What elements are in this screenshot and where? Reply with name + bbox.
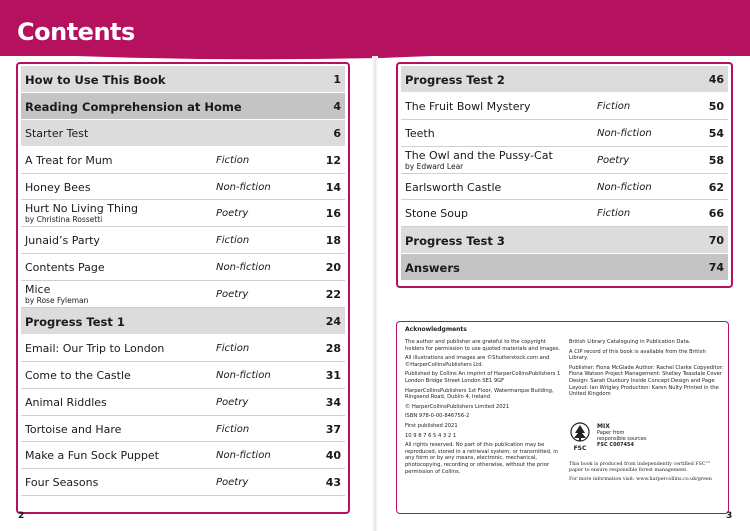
toc-page-number: 74: [708, 261, 724, 275]
toc-author: by Rose Fyleman: [25, 296, 89, 306]
toc-title: The Owl and the Pussy-Cat: [405, 148, 553, 162]
ack-paragraph: HarperCollinsPublishers 1st Floor, Watermarque Building, Ringsend Road, Dublin 4, Ireland: [405, 387, 554, 401]
toc-row[interactable]: [21, 335, 345, 362]
toc-title: Teeth: [405, 126, 435, 140]
toc-genre: Non-fiction: [216, 369, 271, 381]
toc-page-number: 18: [325, 234, 341, 248]
contents-list-left: [16, 62, 350, 514]
toc-row[interactable]: [401, 93, 728, 120]
toc-title: Honey Bees: [25, 180, 91, 194]
toc-genre: Fiction: [216, 154, 250, 166]
toc-page-number: 4: [333, 99, 341, 113]
toc-row[interactable]: [21, 362, 345, 389]
fsc-note: [569, 462, 719, 483]
toc-genre: Non-fiction: [216, 181, 271, 193]
toc-page-number: 40: [325, 449, 341, 463]
toc-genre: Non-fiction: [216, 262, 271, 274]
page-number-left: 2: [18, 511, 25, 521]
ack-paragraph: 10 9 8 7 6 5 4 3 2 1: [405, 432, 457, 439]
fsc-note-text: This book is produced from independently certified FSC™ paper to ensure responsible forest management.: [569, 462, 711, 473]
toc-row[interactable]: [401, 227, 728, 254]
toc-genre: Fiction: [216, 423, 250, 435]
ack-paragraph: A CIP record of this book is available from the British Library.: [569, 348, 706, 362]
acknowledgements-box: [396, 321, 729, 514]
toc-title: Hurt No Living Thing: [25, 202, 138, 216]
toc-genre: Fiction: [597, 208, 631, 220]
fsc-label: [597, 424, 646, 448]
fsc-more-text: For more information visit: www.harpercollins.co.uk/green: [569, 477, 712, 482]
toc-genre: Fiction: [216, 342, 250, 354]
toc-genre: Fiction: [597, 100, 631, 112]
toc-title: Starter Test: [25, 126, 89, 140]
toc-author: by Christina Rossetti: [25, 215, 103, 225]
ack-paragraph: All rights reserved. No part of this publication may be reproduced, stored in a retrieval system, or transmitted, in any form or by any means, electronic, mechanical, photocopying, recording or otherwise, without the prior permission of Collins.: [405, 442, 558, 475]
toc-row[interactable]: [21, 389, 345, 416]
toc-page-number: 28: [325, 341, 341, 355]
acknowledgements-heading: Acknowledgments: [405, 326, 467, 333]
contents-list-right: [396, 62, 733, 288]
fsc-tree-logo-icon: [569, 422, 591, 452]
toc-row[interactable]: [21, 254, 345, 281]
book-gutter: [372, 56, 378, 531]
toc-page-number: 50: [708, 99, 724, 113]
toc-page-number: 37: [325, 422, 341, 436]
toc-title: Four Seasons: [25, 476, 99, 490]
fsc-mix: MIX: [597, 423, 610, 430]
page-title: Contents: [17, 18, 135, 46]
toc-title: Answers: [405, 261, 460, 276]
toc-row[interactable]: [21, 147, 345, 174]
toc-row[interactable]: [401, 147, 728, 174]
toc-page-number: 20: [325, 261, 341, 275]
acknowledgements-right-column: [569, 339, 724, 401]
toc-row[interactable]: [21, 66, 345, 93]
toc-row[interactable]: [21, 200, 345, 227]
toc-genre: Non-fiction: [597, 181, 652, 193]
toc-title: Reading Comprehension at Home: [25, 99, 242, 114]
ack-paragraph: ISBN 978-0-00-846756-2: [405, 413, 470, 420]
ack-paragraph: The author and publisher are grateful to the copyright holders for permission to use quoted materials and images.: [405, 339, 561, 352]
acknowledgements-left-column: [405, 339, 565, 478]
toc-row[interactable]: [21, 308, 345, 335]
toc-row[interactable]: [21, 174, 345, 201]
ack-paragraph: First published 2021: [405, 422, 458, 429]
toc-row[interactable]: [401, 120, 728, 147]
toc-page-number: 54: [708, 126, 724, 140]
toc-page-number: 46: [708, 73, 724, 86]
toc-author: by Edward Lear: [405, 161, 464, 171]
toc-page-number: 31: [325, 368, 341, 382]
toc-row[interactable]: [401, 174, 728, 201]
toc-row[interactable]: [401, 66, 728, 93]
toc-right: [401, 66, 728, 281]
fsc-line: Paper from: [597, 430, 625, 436]
toc-genre: Poetry: [216, 289, 249, 301]
toc-title: Stone Soup: [405, 207, 468, 221]
ack-paragraph: All illustrations and images are ©Shutterstock.com and ©HarperCollinsPublishers Ltd.: [405, 355, 550, 368]
toc-row[interactable]: [21, 416, 345, 443]
page-number-right: 3: [726, 511, 733, 521]
toc-page-number: 43: [325, 476, 341, 490]
toc-title: Earlsworth Castle: [405, 180, 502, 194]
toc-title: Progress Test 3: [405, 234, 505, 249]
toc-title: Make a Fun Sock Puppet: [25, 449, 159, 463]
toc-title: Tortoise and Hare: [25, 422, 122, 436]
toc-title: Come to the Castle: [25, 368, 131, 382]
toc-title: A Treat for Mum: [25, 153, 113, 167]
toc-title: Animal Riddles: [25, 395, 107, 409]
toc-title: Progress Test 2: [405, 73, 505, 87]
toc-title: Contents Page: [25, 261, 105, 275]
toc-page-number: 58: [708, 153, 724, 167]
toc-genre: Poetry: [216, 477, 249, 489]
ack-paragraph: © HarperCollinsPublishers Limited 2021: [405, 403, 510, 410]
toc-title: The Fruit Bowl Mystery: [405, 99, 531, 113]
toc-row[interactable]: [401, 254, 728, 281]
toc-page-number: 6: [333, 126, 341, 140]
toc-page-number: 70: [708, 234, 724, 248]
ack-paragraph: Published by Collins An imprint of HarperCollinsPublishers 1 London Bridge Street London SE1 9GF: [405, 371, 561, 384]
toc-row[interactable]: [401, 200, 728, 227]
toc-title: Junaid’s Party: [25, 234, 100, 248]
toc-page-number: 66: [708, 207, 724, 221]
toc-left: [21, 66, 345, 496]
toc-title: Mice: [25, 283, 51, 297]
toc-genre: Fiction: [216, 235, 250, 247]
toc-genre: Poetry: [216, 208, 249, 220]
toc-genre: Poetry: [597, 154, 630, 166]
toc-title: Progress Test 1: [25, 315, 125, 330]
ack-paragraph: Publisher: Fiona McGlade Author: Rachel Clarke Copyeditor: Fiona Watson Project Management: Shelley Teasdale Cover Design: Sarah Duxbury Inside Concept Design and Page Layout: Ian Wrigley Production: Karen Nulty Printed in the United Kingdom: [569, 364, 724, 398]
toc-row[interactable]: [21, 442, 345, 469]
toc-genre: Non-fiction: [216, 450, 271, 462]
toc-page-number: 1: [333, 73, 341, 86]
toc-row[interactable]: [21, 120, 345, 147]
toc-page-number: 24: [325, 315, 341, 329]
toc-genre: Non-fiction: [597, 127, 652, 139]
toc-genre: Poetry: [216, 396, 249, 408]
toc-page-number: 12: [325, 153, 341, 167]
toc-title: How to Use This Book: [25, 73, 166, 87]
toc-page-number: 22: [325, 288, 341, 302]
toc-page-number: 14: [325, 180, 341, 194]
fsc-line: responsible sources: [597, 436, 647, 442]
toc-page-number: 16: [325, 207, 341, 221]
toc-row[interactable]: [21, 281, 345, 308]
toc-row[interactable]: [21, 227, 345, 254]
ack-paragraph: British Library Cataloguing in Publication Data.: [569, 339, 691, 345]
toc-row[interactable]: [21, 93, 345, 120]
toc-page-number: 62: [708, 180, 724, 194]
toc-title: Email: Our Trip to London: [25, 341, 165, 355]
toc-page-number: 34: [325, 395, 341, 409]
svg-text:FSC: FSC: [573, 445, 587, 452]
toc-row[interactable]: [21, 469, 345, 496]
fsc-code: FSC C007454: [597, 442, 634, 448]
